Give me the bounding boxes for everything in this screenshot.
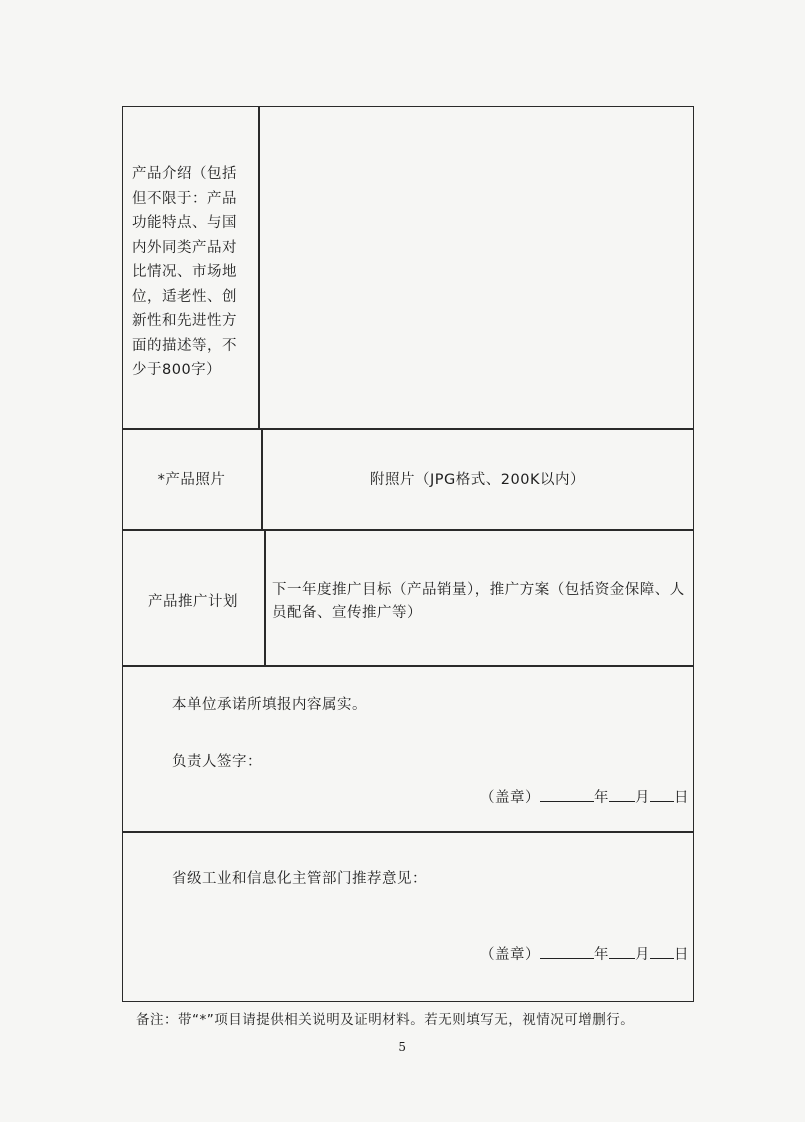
plan-value: 下一年度推广目标（产品销量），推广方案（包括资金保障、人员配备、宣传推广等） — [272, 582, 685, 621]
row-divider — [122, 831, 694, 833]
page-number: 5 — [398, 1040, 407, 1054]
opinion-label: 省级工业和信息化主管部门推荐意见： — [172, 871, 427, 887]
intro-label: 产品介绍（包括但不限于：产品功能特点、与国内外同类产品对比情况、市场地位，适老性、创新性和先进性方面的描述等，不少于800字） — [132, 166, 237, 378]
year-label: 年 — [594, 947, 609, 963]
month-blank[interactable] — [609, 785, 635, 802]
seal-date-line-1 — [480, 785, 689, 810]
day-blank[interactable] — [650, 785, 674, 802]
row-divider — [122, 665, 694, 667]
photo-value: 附照片（JPG格式、200K以内） — [370, 472, 585, 488]
column-divider — [264, 530, 266, 666]
year-blank[interactable] — [540, 785, 594, 802]
commitment-text: 本单位承诺所填报内容属实。 — [172, 697, 367, 713]
row-divider — [122, 428, 694, 430]
year-label: 年 — [594, 790, 609, 806]
footnote: 备注：带“*”项目请提供相关说明及证明材料。若无则填写无，视情况可增删行。 — [136, 1012, 635, 1028]
day-blank[interactable] — [650, 942, 674, 959]
seal-date-line-2 — [480, 942, 689, 967]
photo-label: *产品照片 — [157, 472, 226, 488]
month-label: 月 — [635, 947, 650, 963]
seal-label: （盖章） — [480, 790, 540, 806]
signer-label: 负责人签字： — [172, 754, 262, 770]
day-label: 日 — [674, 947, 689, 963]
month-blank[interactable] — [609, 942, 635, 959]
seal-label: （盖章） — [480, 947, 540, 963]
month-label: 月 — [635, 790, 650, 806]
row-divider — [122, 529, 694, 531]
column-divider — [258, 106, 260, 428]
plan-label: 产品推广计划 — [148, 594, 238, 610]
day-label: 日 — [674, 790, 689, 806]
year-blank[interactable] — [540, 942, 594, 959]
